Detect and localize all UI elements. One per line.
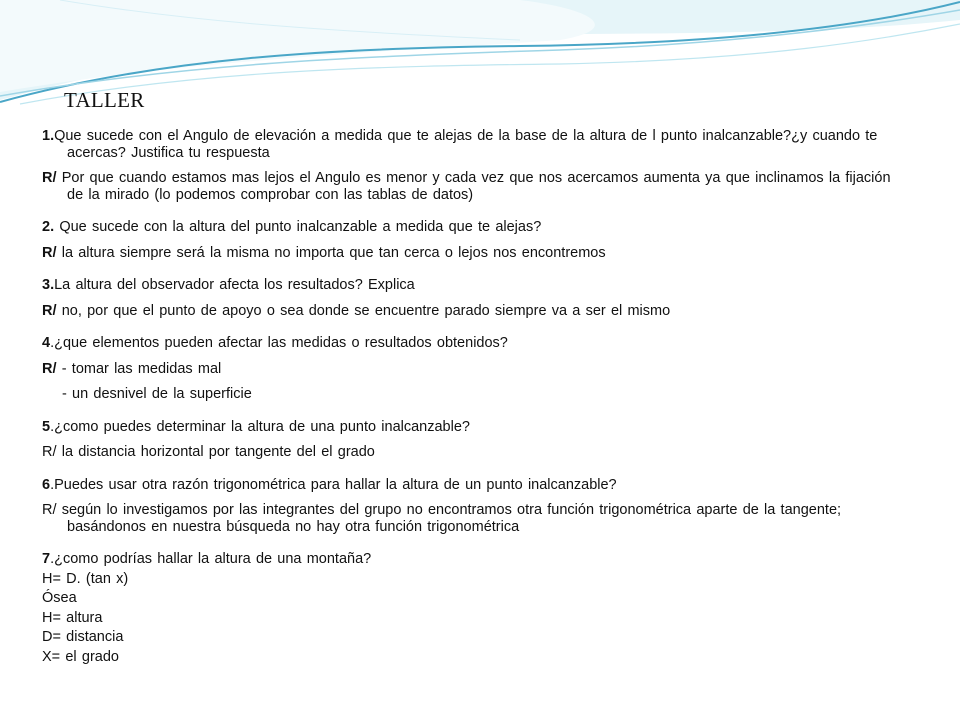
question-3 bbox=[42, 277, 892, 294]
definition-d: D= distancia bbox=[42, 629, 124, 645]
question-2 bbox=[42, 219, 892, 236]
definition-h: H= altura bbox=[42, 609, 103, 626]
definition-x: X= el grado bbox=[42, 648, 119, 665]
answer-text: no, por que el punto de apoyo o sea donde se encuentre parado siempre va a ser el mismo bbox=[56, 302, 671, 319]
question-number: 2. bbox=[42, 219, 55, 235]
slide-content bbox=[42, 128, 892, 665]
question-text: .¿que elementos pueden afectar las medidas o resultados obtenidos? bbox=[50, 335, 508, 351]
formula: H= D. (tan x) bbox=[42, 570, 129, 587]
answer-text: - tomar las medidas mal bbox=[56, 360, 222, 377]
answer-marker: R/ bbox=[42, 360, 57, 377]
slide-title: TALLER bbox=[64, 88, 145, 112]
answer-6: R/ según lo investigamos por las integrantes del grupo no encontramos otra función trigonométrica aparte de la tangente; basándonos en nuestra búsqueda no hay otra función trigonométrica bbox=[42, 502, 842, 535]
answer-text: Por que cuando estamos mas lejos el Angulo es menor y cada vez que nos acercamos aumenta ya que inclinamos la fijación de la mirado (lo podemos comprobar con las tablas de datos) bbox=[56, 170, 891, 203]
question-text: Que sucede con el Angulo de elevación a medida que te alejas de la base de la altura de l punto inalcanzable?¿y cuando te acercas? Justifica tu respuesta bbox=[54, 128, 878, 161]
question-text: .Puedes usar otra razón trigonométrica para hallar la altura de un punto inalcanzable? bbox=[50, 476, 617, 493]
question-1 bbox=[42, 128, 892, 161]
question-text: .¿como podrías hallar la altura de una montaña? bbox=[50, 551, 372, 567]
answer-marker: R/ bbox=[42, 302, 57, 319]
question-number: 5 bbox=[42, 418, 51, 435]
question-number: 1. bbox=[42, 128, 55, 144]
wave-decoration bbox=[0, 0, 960, 140]
question-text: La altura del observador afecta los resultados? Explica bbox=[54, 277, 415, 293]
question-4 bbox=[42, 335, 892, 352]
question-7 bbox=[42, 551, 892, 568]
question-text: .¿como puedes determinar la altura de una punto inalcanzable? bbox=[50, 418, 470, 435]
answer-1 bbox=[42, 170, 892, 203]
question-number: 6 bbox=[42, 476, 51, 493]
answer-marker: R/ bbox=[42, 244, 57, 261]
answer-4 bbox=[42, 361, 892, 378]
answer-text: la altura siempre será la misma no importa que tan cerca o lejos nos encontremos bbox=[56, 244, 606, 261]
answer-2 bbox=[42, 245, 892, 262]
formula-note: Ósea bbox=[42, 590, 77, 606]
question-text: Que sucede con la altura del punto inalcanzable a medida que te alejas? bbox=[54, 219, 542, 235]
question-6 bbox=[42, 477, 892, 494]
question-5 bbox=[42, 419, 892, 436]
question-number: 7 bbox=[42, 551, 51, 567]
question-number: 4 bbox=[42, 335, 51, 351]
answer-marker: R/ bbox=[42, 170, 57, 186]
answer-5: R/ la distancia horizontal por tangente del el grado bbox=[42, 444, 375, 460]
answer-3 bbox=[42, 303, 892, 320]
answer-4-line-2: - un desnivel de la superficie bbox=[62, 386, 252, 402]
question-number: 3. bbox=[42, 277, 55, 293]
